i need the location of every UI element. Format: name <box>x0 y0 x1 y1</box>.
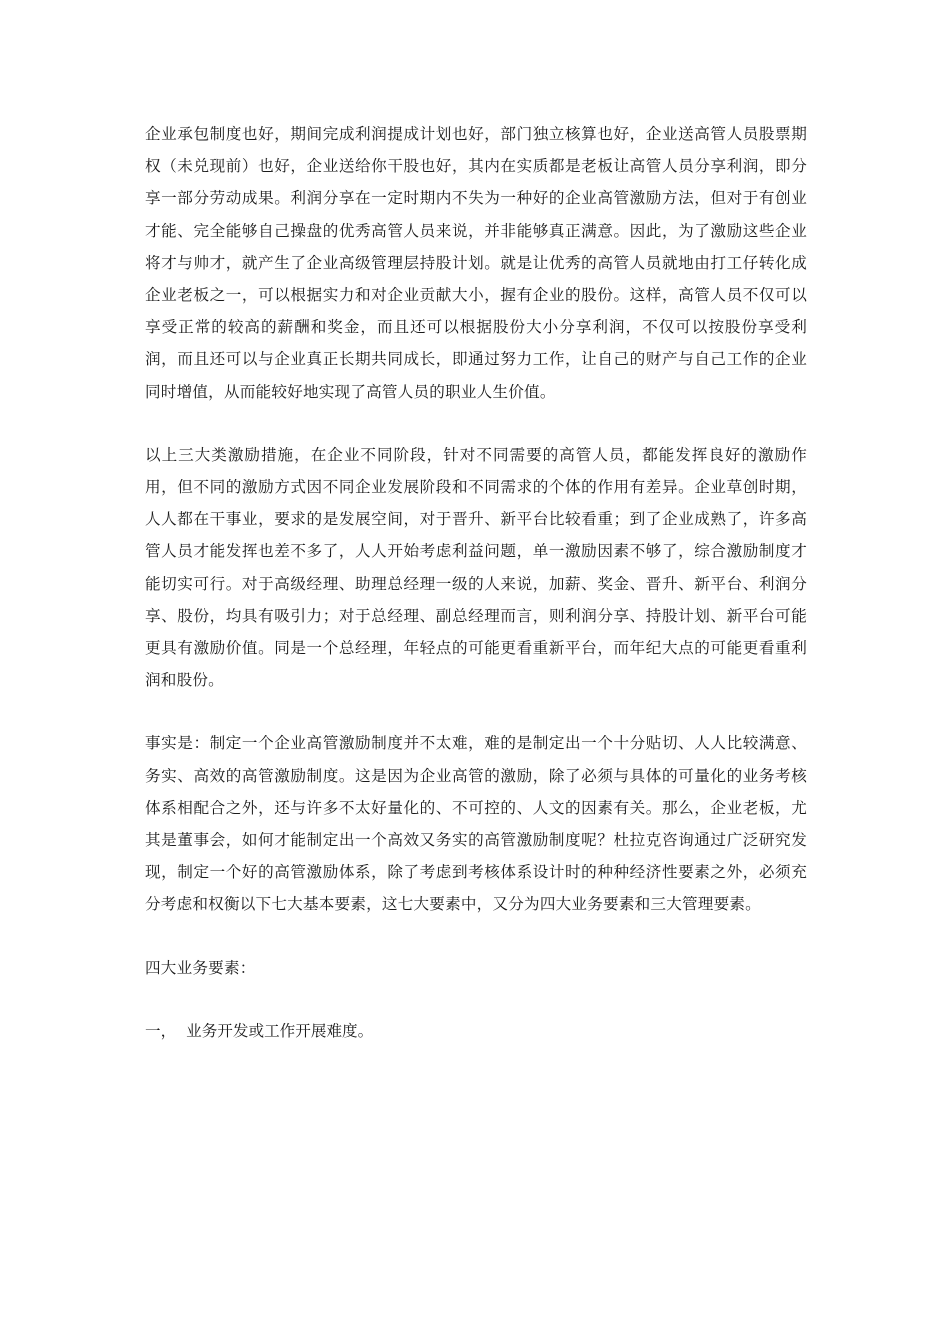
paragraph-three-incentives: 以上三大类激励措施，在企业不同阶段，针对不同需要的高管人员，都能发挥良好的激励作用，但不同的激励方式因不同企业发展阶段和不同需求的个体的作用有差异。企业草创时期，人人都在干事业，要求的是发展空间，对于晋升、新平台比较看重；到了企业成熟了，许多高管人员才能发挥也差不多了，人人开始考虑利益问题，单一激励因素不够了，综合激励制度才能切实可行。对于高级经理、助理总经理一级的人来说，加薪、奖金、晋升、新平台、利润分享、股份，均具有吸引力；对于总经理、副总经理而言，则利润分享、持股计划、新平台可能更具有激励价值。同是一个总经理，年轻点的可能更看重新平台，而年纪大点的可能更看重利润和股份。 <box>145 445 807 690</box>
list-item-first-element: 一， 业务开发或工作开展难度。 <box>145 1021 374 1040</box>
paragraph-profit-sharing: 企业承包制度也好，期间完成利润提成计划也好，部门独立核算也好，企业送高管人员股票期权（未兑现前）也好，企业送给你干股也好，其内在实质都是老板让高管人员分享利润，即分享一部分劳动成果。利润分享在一定时期内不失为一种好的企业高管激励方法，但对于有创业才能、完全能够自己操盘的优秀高管人员来说，并非能够真正满意。因此，为了激励这些企业将才与帅才，就产生了企业高级管理层持股计划。就是让优秀的高管人员就地由打工仔转化成企业老板之一，可以根据实力和对企业贡献大小，握有企业的股份。这样，高管人员不仅可以享受正常的较高的薪酬和奖金，而且还可以根据股份大小分享利润，不仅可以按股份享受利润，而且还可以与企业真正长期共同成长，即通过努力工作，让自己的财产与自己工作的企业同时增值，从而能较好地实现了高管人员的职业人生价值。 <box>145 125 807 401</box>
paragraph-seven-elements: 事实是：制定一个企业高管激励制度并不太难，难的是制定出一个十分贴切、人人比较满意、务实、高效的高管激励制度。这是因为企业高管的激励，除了必须与具体的可量化的业务考核体系相配合之外，还与许多不太好量化的、不可控的、人文的因素有关。那么，企业老板，尤其是董事会，如何才能制定出一个高效又务实的高管激励制度呢？杜拉克咨询通过广泛研究发现，制定一个好的高管激励体系，除了考虑到考核体系设计时的种种经济性要素之外，必须充分考虑和权衡以下七大基本要素，这七大要素中，又分为四大业务要素和三大管理要素。 <box>145 734 807 914</box>
document-page <box>145 118 807 1047</box>
section-heading-business-elements: 四大业务要素： <box>145 958 256 977</box>
